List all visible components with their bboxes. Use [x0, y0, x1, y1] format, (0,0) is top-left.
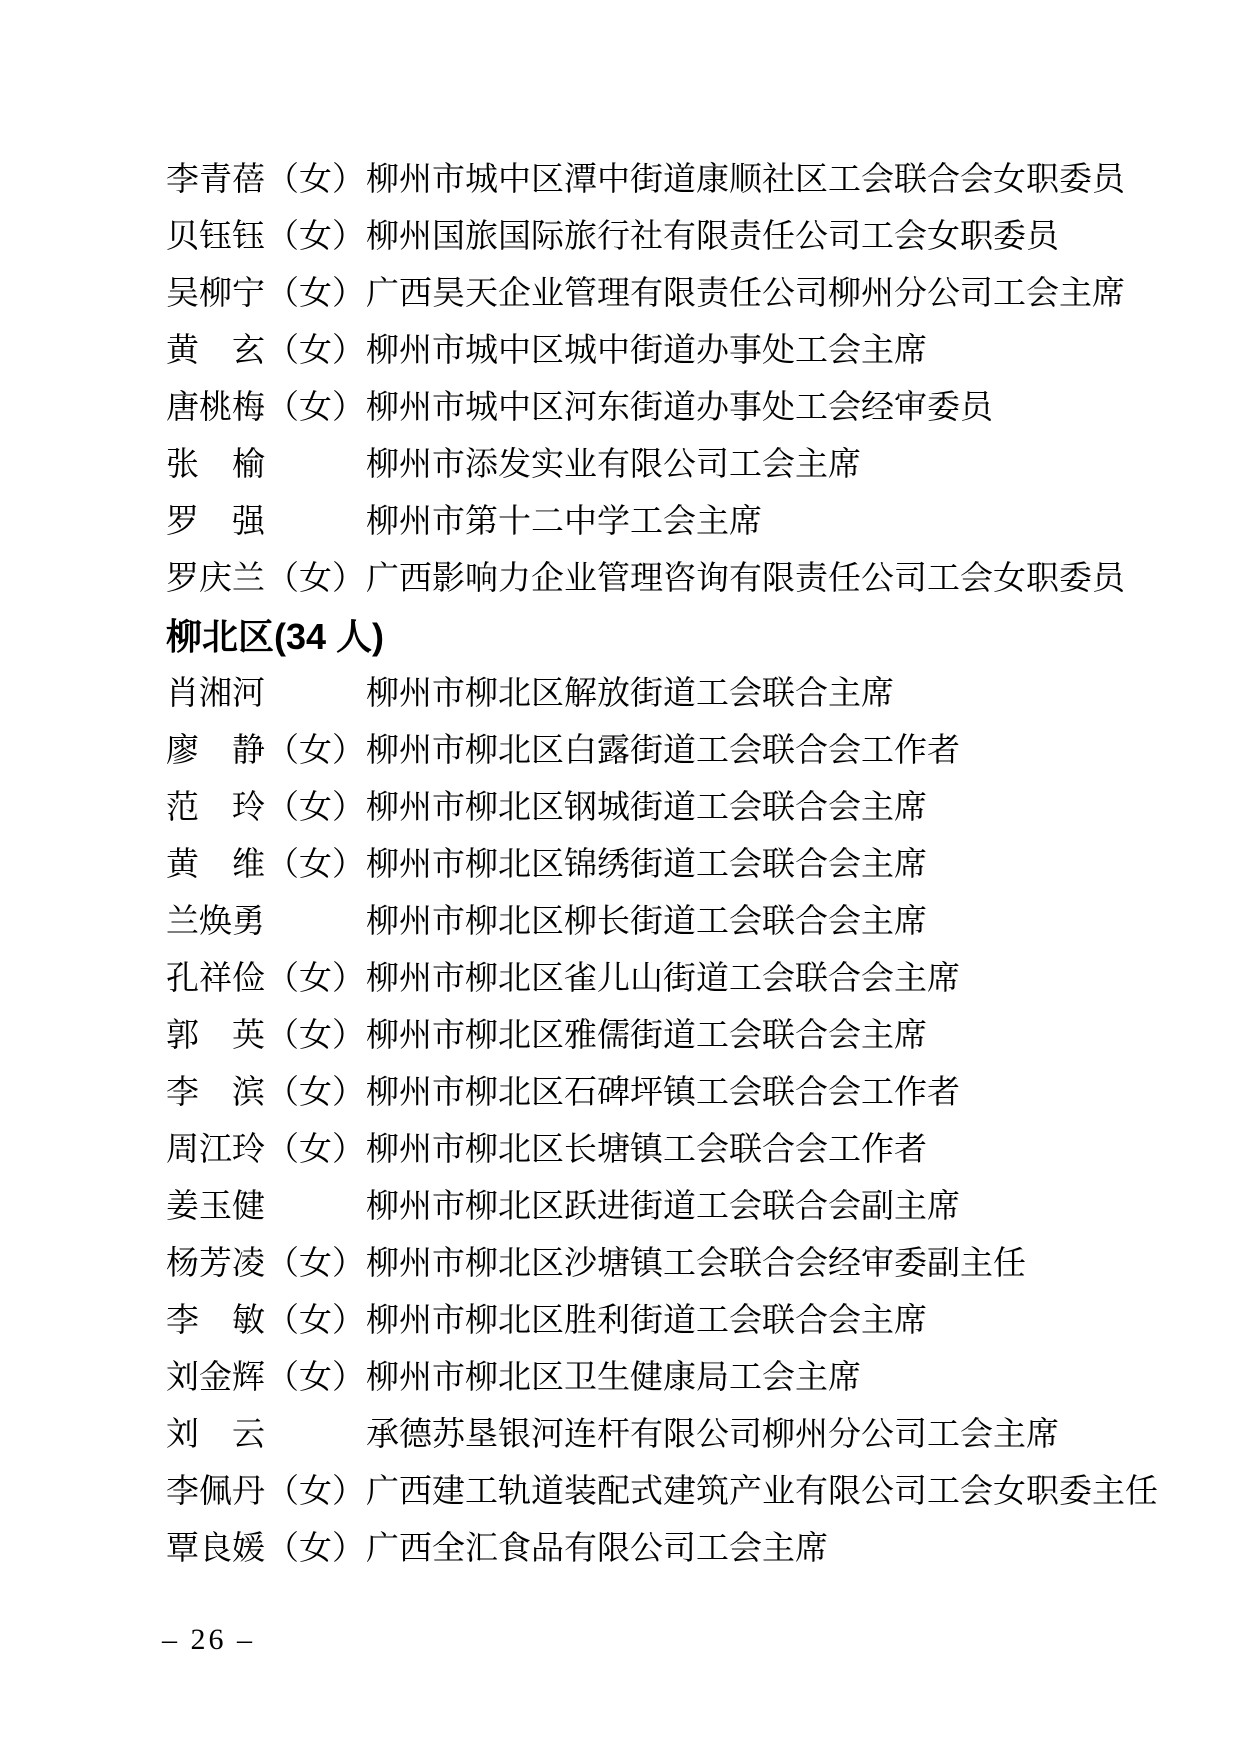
person-position: 柳州市城中区城中街道办事处工会主席	[366, 333, 927, 369]
person-position: 柳州市添发实业有限公司工会主席	[366, 447, 861, 483]
person-name: 杨芳凌	[166, 1246, 265, 1282]
person-name: 唐桃梅	[166, 390, 265, 426]
roster-entry	[166, 1407, 1126, 1464]
gender-marker: （女）	[266, 1360, 365, 1396]
person-position: 柳州市柳北区长塘镇工会联合会工作者	[366, 1132, 927, 1168]
person-name: 黄 维	[166, 847, 265, 883]
person-position: 柳州市柳北区跃进街道工会联合会副主席	[366, 1189, 960, 1225]
person-name: 李 敏	[166, 1303, 265, 1339]
roster-entry	[166, 1065, 1126, 1122]
gender-marker: （女）	[266, 276, 365, 312]
person-name: 覃良媛	[166, 1531, 265, 1567]
roster-entry	[166, 209, 1126, 266]
person-name: 姜玉健	[166, 1189, 265, 1225]
person-position: 柳州市柳北区雅儒街道工会联合会主席	[366, 1018, 927, 1054]
person-name: 黄 玄	[166, 333, 265, 369]
roster-entry	[166, 1236, 1126, 1293]
person-position: 广西建工轨道装配式建筑产业有限公司工会女职委主任	[366, 1474, 1158, 1510]
roster-entry	[166, 1008, 1126, 1065]
person-position: 柳州市柳北区石碑坪镇工会联合会工作者	[366, 1075, 960, 1111]
gender-marker	[266, 1179, 366, 1236]
roster-entry	[166, 1350, 1126, 1407]
gender-marker: （女）	[266, 333, 365, 369]
person-position: 广西全汇食品有限公司工会主席	[366, 1531, 828, 1567]
person-position: 柳州市柳北区雀儿山街道工会联合会主席	[366, 961, 960, 997]
roster-entry	[166, 437, 1126, 494]
person-position: 柳州市柳北区白露街道工会联合会工作者	[366, 733, 960, 769]
gender-marker: （女）	[266, 1531, 365, 1567]
roster-entry	[166, 1122, 1126, 1179]
person-position: 柳州市柳北区卫生健康局工会主席	[366, 1360, 861, 1396]
gender-marker: （女）	[266, 162, 365, 198]
roster-entry	[166, 323, 1126, 380]
gender-marker: （女）	[266, 1075, 365, 1111]
person-name: 刘金辉	[166, 1360, 265, 1396]
person-position: 柳州市城中区潭中街道康顺社区工会联合会女职委员	[366, 162, 1125, 198]
person-position: 广西昊天企业管理有限责任公司柳州分公司工会主席	[366, 276, 1125, 312]
roster-entry	[166, 266, 1126, 323]
person-name: 周江玲	[166, 1132, 265, 1168]
person-name: 李 滨	[166, 1075, 265, 1111]
person-name: 范 玲	[166, 790, 265, 826]
section-header	[166, 608, 1126, 666]
roster-entry	[166, 951, 1126, 1008]
person-position: 柳州市柳北区沙塘镇工会联合会经审委副主任	[366, 1246, 1026, 1282]
person-name: 贝钰钰	[166, 219, 265, 255]
gender-marker	[266, 494, 366, 551]
gender-marker: （女）	[266, 1474, 365, 1510]
person-name: 李佩丹	[166, 1474, 265, 1510]
person-position: 柳州市第十二中学工会主席	[366, 504, 762, 540]
person-name: 刘 云	[166, 1417, 265, 1453]
person-position: 柳州市城中区河东街道办事处工会经审委员	[366, 390, 993, 426]
person-position: 柳州国旅国际旅行社有限责任公司工会女职委员	[366, 219, 1059, 255]
person-name: 李青蓓	[166, 162, 265, 198]
roster-entry	[166, 1179, 1126, 1236]
person-position: 承德苏垦银河连杆有限公司柳州分公司工会主席	[366, 1417, 1059, 1453]
gender-marker	[266, 1407, 366, 1464]
gender-marker: （女）	[266, 847, 365, 883]
person-name: 孔祥俭	[166, 961, 265, 997]
gender-marker	[266, 666, 366, 723]
roster-entry	[166, 780, 1126, 837]
person-name: 罗庆兰	[166, 561, 265, 597]
gender-marker: （女）	[266, 561, 365, 597]
roster-entry	[166, 1521, 1126, 1578]
person-position: 柳州市柳北区钢城街道工会联合会主席	[366, 790, 927, 826]
person-position: 柳州市柳北区锦绣街道工会联合会主席	[366, 847, 927, 883]
roster-entry	[166, 894, 1126, 951]
gender-marker: （女）	[266, 790, 365, 826]
person-position: 柳州市柳北区胜利街道工会联合会主席	[366, 1303, 927, 1339]
gender-marker: （女）	[266, 1132, 365, 1168]
roster-entry	[166, 723, 1126, 780]
gender-marker: （女）	[266, 1246, 365, 1282]
person-name: 郭 英	[166, 1018, 265, 1054]
gender-marker	[266, 894, 366, 951]
roster-entry	[166, 494, 1126, 551]
person-name: 兰焕勇	[166, 904, 265, 940]
gender-marker: （女）	[266, 961, 365, 997]
roster-entry	[166, 380, 1126, 437]
gender-marker: （女）	[266, 390, 365, 426]
person-position: 柳州市柳北区解放街道工会联合主席	[366, 676, 894, 712]
person-name: 罗 强	[166, 504, 265, 540]
person-name: 吴柳宁	[166, 276, 265, 312]
section-count: (34 人)	[274, 616, 385, 657]
roster-entry	[166, 1293, 1126, 1350]
roster-entry	[166, 152, 1126, 209]
person-name: 肖湘河	[166, 676, 265, 712]
gender-marker: （女）	[266, 219, 365, 255]
person-name: 廖 静	[166, 733, 265, 769]
gender-marker: （女）	[266, 1018, 365, 1054]
gender-marker: （女）	[266, 733, 365, 769]
roster-entry	[166, 837, 1126, 894]
page-number: – 26 –	[162, 1623, 255, 1656]
roster-entry	[166, 1464, 1158, 1521]
gender-marker	[266, 437, 366, 494]
roster-entry	[166, 666, 1126, 723]
section-title: 柳北区	[166, 616, 275, 657]
person-position: 广西影响力企业管理咨询有限责任公司工会女职委员	[366, 561, 1125, 597]
roster-entry	[166, 551, 1126, 608]
roster-list	[166, 152, 1158, 1578]
person-name: 张 榆	[166, 447, 265, 483]
person-position: 柳州市柳北区柳长街道工会联合会主席	[366, 904, 927, 940]
gender-marker: （女）	[266, 1303, 365, 1339]
